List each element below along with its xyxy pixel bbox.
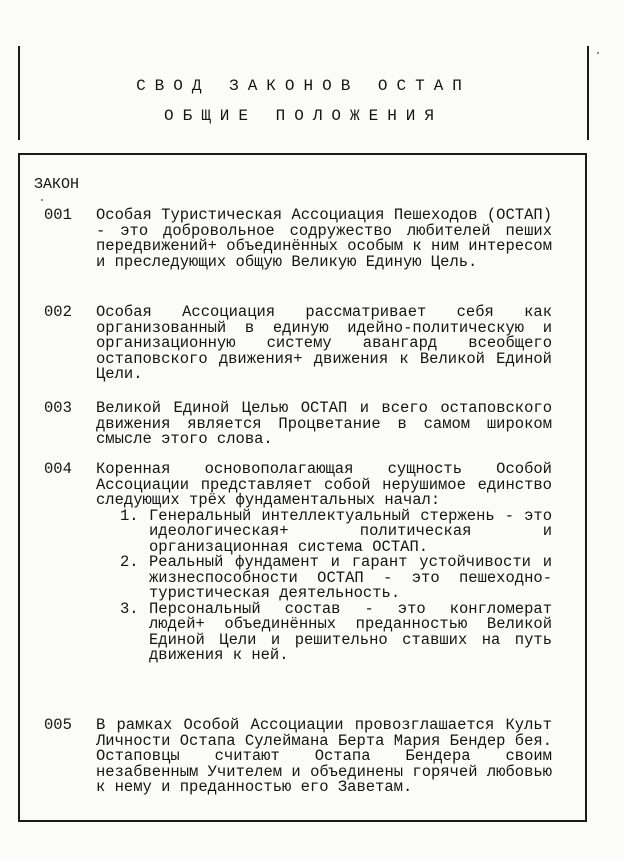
law-number: 001 — [44, 206, 72, 224]
law-text — [96, 462, 552, 664]
law-number: 002 — [44, 303, 72, 321]
list-marker: 3. — [120, 599, 139, 618]
document-subtitle: ОБЩИЕ ПОЛОЖЕНИЯ — [163, 107, 444, 125]
document-title: СВОД ЗАКОНОВ ОСТАП — [136, 77, 471, 95]
list-marker: 2. — [120, 553, 139, 571]
paper-speck — [597, 52, 599, 54]
list-item — [120, 506, 552, 556]
law-sublist — [96, 506, 552, 664]
list-item-text: Генеральный интеллектуальный стержень - это идеологическая+ политическая и организационная система ОСТАП. — [149, 506, 552, 556]
law-paragraph: Великой Единой Целью ОСТАП и всего остаповского движения является Процветание в самом широком смысле этого слова. — [96, 399, 552, 448]
law-paragraph: Особая Ассоциация рассматривает себя как организованный в единую идейно-политическую и организационную систему авангард всеобщего остаповского движения+ движения к Великой Единой Цели. — [96, 303, 552, 383]
law-number: 004 — [44, 460, 72, 478]
list-item — [120, 555, 552, 602]
law-number: 003 — [44, 399, 72, 417]
law-text — [96, 208, 552, 270]
list-item-text: Персональный состав - это конгломерат людей+ объединённых преданностью Великой Единой Цели и решительно ставших на путь движения к ней. — [149, 599, 552, 664]
bottom-divider — [18, 820, 587, 822]
list-item — [120, 599, 552, 664]
law-text — [96, 305, 552, 383]
header-box — [18, 46, 589, 140]
law-paragraph: Особая Туристическая Ассоциация Пешеходов (ОСТАП) - это добровольное содружество любителей пеших передвижений+ объединённых особым к ним интересом и преследующих общую Великую Единую Цель. — [96, 206, 552, 271]
section-label: ЗАКОН — [34, 176, 80, 193]
law-paragraph: В рамках Особой Ассоциации провозглашается Культ Личности Остапа Сулеймана Берта Мария Бендер бея. Остаповцы считают Остапа Бендера своим незабвенным Учителем и объединены горячей любовью к нему и преданностью его Заветам. — [96, 716, 552, 796]
law-text — [96, 718, 552, 796]
law-paragraph: Коренная основополагающая сущность Особой Ассоциации представляет собой нерушимое единство следующих трёх фундаментальных начал: — [96, 460, 552, 509]
law-number: 005 — [44, 716, 72, 734]
list-marker: 1. — [120, 506, 139, 525]
paper-speck — [41, 199, 43, 201]
list-item-text: Реальный фундамент и гарант устойчивости и жизнеспособности ОСТАП - это пешеходно-туристическая деятельность. — [149, 553, 552, 602]
law-text — [96, 401, 552, 448]
